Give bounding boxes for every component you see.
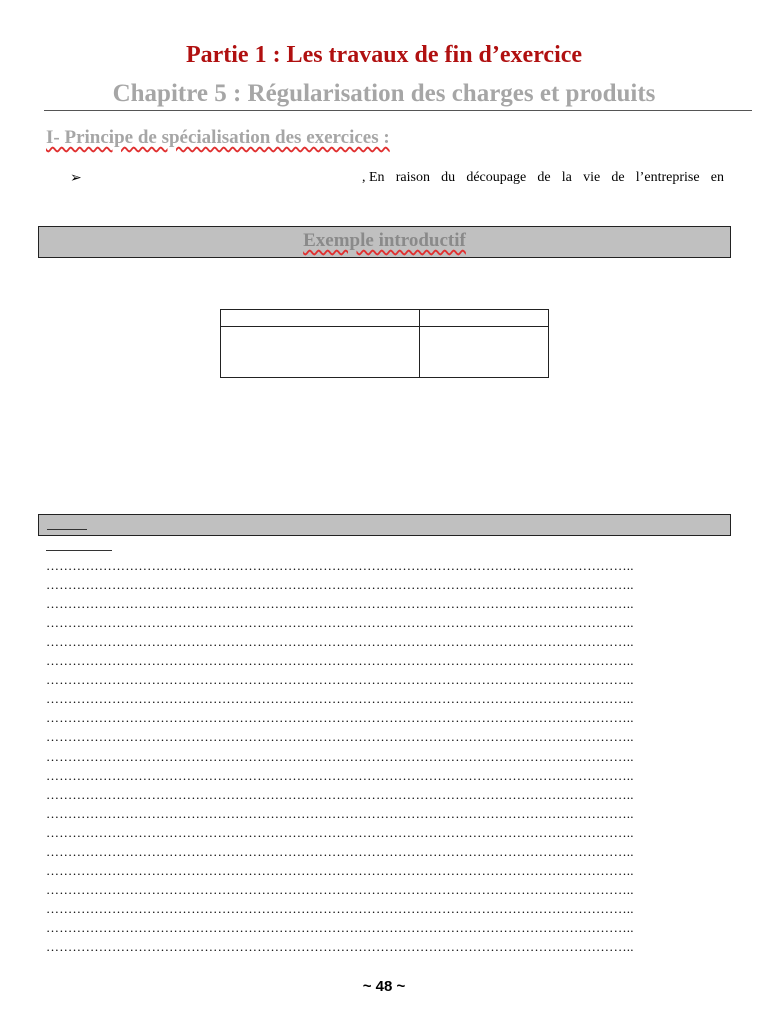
bullet-word: découpage — [466, 170, 527, 185]
bullet-text — [362, 170, 724, 186]
dotted-answer-line[interactable]: …………………………………………………………………………………………………………………….. — [46, 919, 634, 935]
bullet-word: l’entreprise — [635, 170, 700, 185]
dotted-answer-line[interactable]: …………………………………………………………………………………………………………………….. — [46, 653, 634, 669]
dotted-answer-line[interactable]: …………………………………………………………………………………………………………………….. — [46, 558, 634, 573]
section-heading: I- Principe de spécialisation des exercices : — [46, 127, 390, 148]
example-box — [38, 226, 731, 258]
part-title: Partie 1 : Les travaux de fin d’exercice — [185, 42, 583, 68]
empty-table — [220, 309, 549, 378]
table-column-divider — [419, 310, 420, 377]
table-header-row-line — [221, 326, 548, 327]
page-number: ~ 48 ~ — [362, 978, 406, 995]
bullet-word: de — [611, 170, 625, 185]
dotted-answer-line[interactable]: …………………………………………………………………………………………………………………….. — [46, 672, 634, 688]
dotted-answer-line[interactable]: …………………………………………………………………………………………………………………….. — [46, 862, 634, 878]
dotted-answer-line[interactable]: …………………………………………………………………………………………………………………….. — [46, 615, 634, 631]
dotted-answer-line[interactable]: …………………………………………………………………………………………………………………….. — [46, 596, 634, 612]
dotted-answer-line[interactable]: …………………………………………………………………………………………………………………….. — [46, 577, 634, 593]
bullet-word: du — [441, 170, 456, 185]
dotted-answer-line[interactable]: …………………………………………………………………………………………………………………….. — [46, 939, 634, 954]
dotted-answer-line[interactable]: …………………………………………………………………………………………………………………….. — [46, 729, 634, 745]
dotted-answer-line[interactable]: …………………………………………………………………………………………………………………….. — [46, 900, 634, 916]
answer-blank-line — [46, 550, 112, 551]
dotted-answer-line[interactable]: …………………………………………………………………………………………………………………….. — [46, 881, 634, 897]
bullet-word: en — [710, 170, 724, 185]
dotted-answer-line[interactable]: …………………………………………………………………………………………………………………….. — [46, 843, 634, 859]
title-divider — [44, 110, 752, 111]
dotted-answer-line[interactable]: …………………………………………………………………………………………………………………….. — [46, 710, 634, 726]
dotted-answer-line[interactable]: …………………………………………………………………………………………………………………….. — [46, 786, 634, 802]
dotted-answer-line[interactable]: …………………………………………………………………………………………………………………….. — [46, 691, 634, 707]
answer-box-blank — [47, 529, 87, 530]
bullet-arrow-icon: ➢ — [70, 171, 82, 186]
example-box-label: Exemple introductif — [303, 230, 466, 251]
bullet-word: raison — [395, 170, 430, 185]
dotted-answer-line[interactable]: …………………………………………………………………………………………………………………….. — [46, 634, 634, 650]
bullet-word: de — [537, 170, 551, 185]
dotted-answer-line[interactable]: …………………………………………………………………………………………………………………….. — [46, 824, 634, 840]
chapter-title: Chapitre 5 : Régularisation des charges et produits — [112, 80, 656, 107]
bullet-word: vie — [583, 170, 601, 185]
bullet-word: la — [561, 170, 572, 185]
bullet-word: , En — [362, 170, 385, 185]
dotted-answer-line[interactable]: …………………………………………………………………………………………………………………….. — [46, 767, 634, 783]
dotted-answer-line[interactable]: …………………………………………………………………………………………………………………….. — [46, 748, 634, 764]
answer-box — [38, 514, 731, 536]
dotted-answer-line[interactable]: …………………………………………………………………………………………………………………….. — [46, 805, 634, 821]
